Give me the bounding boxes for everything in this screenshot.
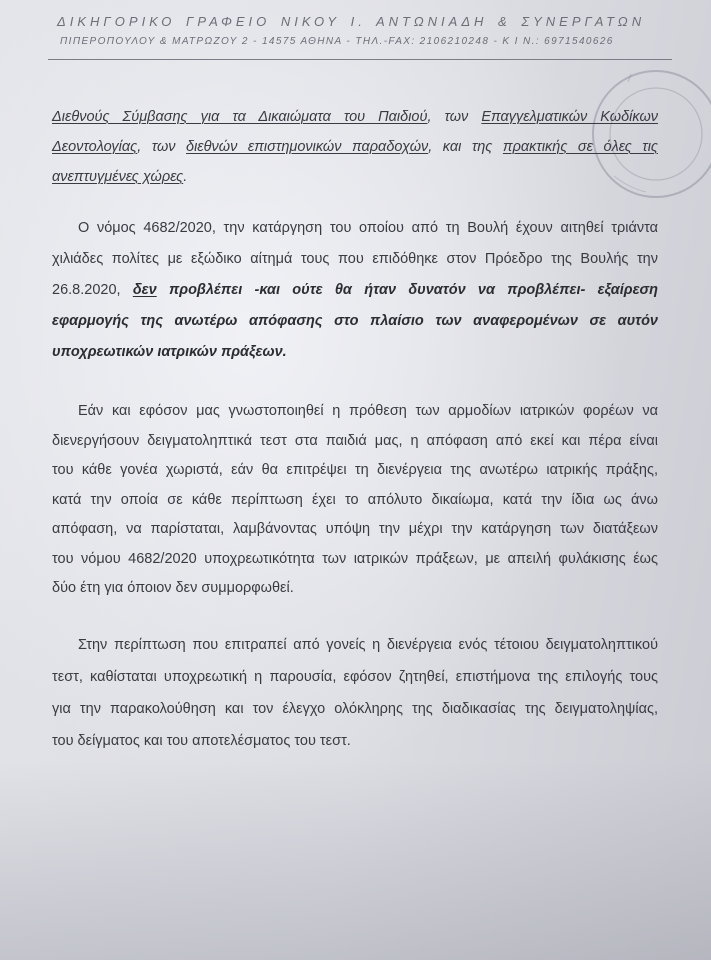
- paragraph-line: για την παρακολούθηση και τον έλεγχο ολόκληρης της διαδικασίας της δειγματοληψίας,: [52, 701, 658, 717]
- paragraph-line: του κάθε γονέα χωριστά, εάν θα επιτρέψει τη διενέργεια της ανωτέρω ιατρικής πράξης,: [52, 462, 658, 478]
- bold-text: προβλέπει -και ούτε θα ήταν δυνατόν να προβλέπει- εξαίρεση: [156, 282, 658, 298]
- paragraph-line: [52, 102, 658, 132]
- paragraph-line: [52, 275, 658, 306]
- underlined-text: διεθνών επιστημονικών παραδοχών: [186, 139, 429, 155]
- letterhead-address: ΠΙΠΕΡΟΠΟΥΛΟΥ & ΜΑΤΡΩΖΟΥ 2 - 14575 ΑΘΗΝΑ - ΤΗΛ.-FAX: 2106210248 - Κ Ι Ν.: 6971540626: [60, 36, 614, 47]
- paragraph-line: κατά την οποία σε κάθε περίπτωση έχει το απόλυτο δικαίωμα, κατά την ίδια ως άνω: [52, 491, 658, 508]
- text-segment: , των: [427, 109, 482, 125]
- paragraph-line: Στην περίπτωση που επιτραπεί από γονείς η διενέργεια ενός τέτοιου δειγματοληπτικού: [78, 637, 658, 653]
- bold-text: υποχρεωτικών ιατρικών πράξεων.: [52, 344, 287, 360]
- text-segment: 26.8.2020,: [52, 282, 133, 298]
- paragraph-line: απόφαση, να παρίσταται, λαμβάνοντας υπόψη την μέχρι την κατάργηση των διατάξεων: [52, 521, 658, 537]
- paragraph-line: [52, 162, 658, 192]
- underlined-text: πρακτικής σε όλες τις: [502, 139, 658, 155]
- paragraph-line: τεστ, καθίσταται υποχρεωτική η παρουσία, εφόσον ζητηθεί, επιστήμονα της επιλογής τους: [52, 669, 658, 685]
- paragraph-line: διενεργήσουν δειγματοληπτικά τεστ στα παιδιά μας, η απόφαση από εκεί και πέρα είναι: [52, 432, 658, 449]
- bold-underlined-text: δεν: [132, 282, 157, 298]
- underlined-text: ανεπτυγμένες χώρες: [52, 169, 184, 185]
- paragraph-2: [52, 213, 658, 368]
- paragraph-4: [52, 629, 658, 757]
- paragraph-line: του δείγματος και του αποτελέσματος του τεστ.: [52, 733, 351, 749]
- paragraph-line: [52, 337, 658, 368]
- bold-text: εφαρμογής της ανωτέρω απόφασης στο πλαίσιο των αναφερομένων σε αυτόν: [52, 313, 658, 329]
- paragraph-line: [52, 306, 658, 337]
- paragraph-line: χιλιάδες πολίτες με εξώδικο αίτημά τους που επιδόθηκε στον Πρόεδρο της Βουλής την: [52, 251, 658, 267]
- letterhead-firm-name: ΔΙΚΗΓΟΡΙΚΟ ΓΡΑΦΕΙΟ ΝΙΚΟΥ Ι. ΑΝΤΩΝΙΑΔΗ & ΣΥΝΕΡΓΑΤΩΝ: [57, 14, 646, 29]
- text-segment: .: [183, 169, 188, 185]
- text-segment: , των: [137, 139, 187, 155]
- paragraph-1: [52, 102, 658, 192]
- underlined-text: Επαγγελματικών Κωδίκων: [481, 109, 658, 125]
- underlined-text: Δεοντολογίας: [52, 139, 138, 155]
- paragraph-line: του νόμου 4682/2020 υποχρεωτικότητα των ιατρικών πράξεων, με απειλή φυλάκισης έως: [52, 550, 658, 567]
- paragraph-line: [52, 132, 658, 162]
- letterhead-divider: [48, 59, 672, 60]
- paragraph-line: Ο νόμος 4682/2020, την κατάργηση του οποίου από τη Βουλή έχουν αιτηθεί τριάντα: [78, 220, 658, 236]
- paragraph-3: [52, 397, 658, 604]
- underlined-text: Διεθνούς Σύμβασης για τα Δικαιώματα του Παιδιού: [52, 109, 428, 125]
- paragraph-line: Εάν και εφόσον μας γνωστοποιηθεί η πρόθεση των αρμοδίων ιατρικών φορέων να: [78, 403, 658, 419]
- paragraph-line: δύο έτη για όποιον δεν συμμορφωθεί.: [52, 580, 294, 596]
- text-segment: , και της: [428, 139, 503, 155]
